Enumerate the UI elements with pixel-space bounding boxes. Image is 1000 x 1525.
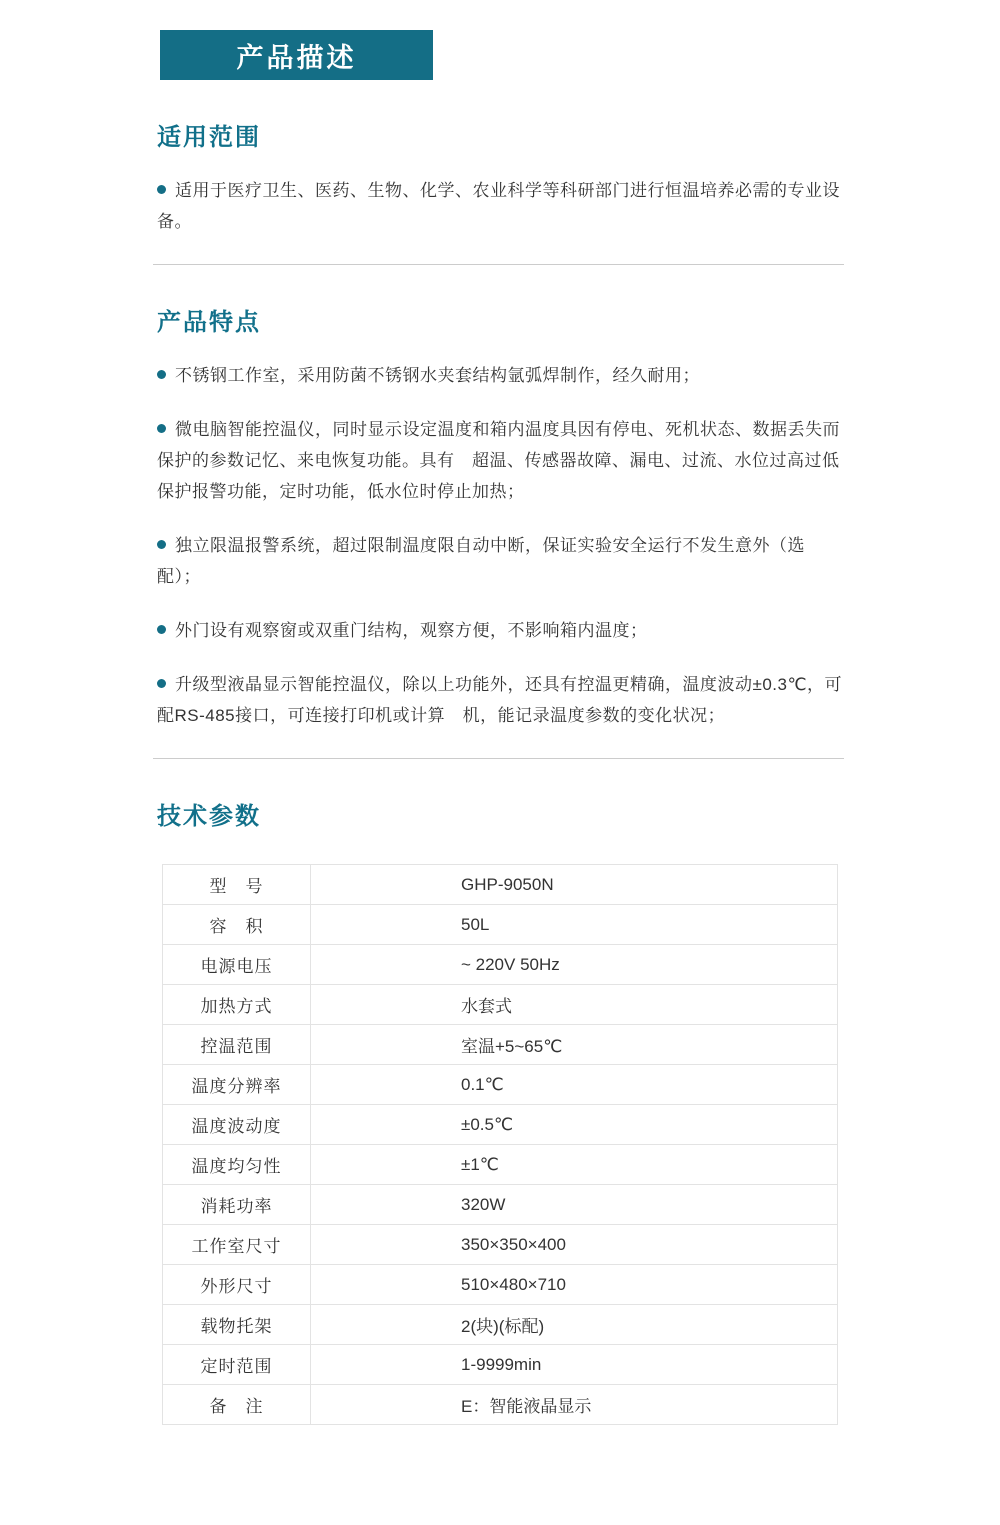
feature-bullet: [157, 530, 845, 592]
spec-value: ±0.5℃: [311, 1105, 838, 1145]
spec-label: 容 积: [163, 905, 311, 945]
spec-row-capacity: [163, 905, 838, 945]
feature-bullet-text: 升级型液晶显示智能控温仪，除以上功能外，还具有控温更精确，温度波动±0.3℃，可配RS-485接口，可连接打印机或计算 机，能记录温度参数的变化状况；: [157, 675, 843, 725]
spec-label: 温度波动度: [163, 1105, 311, 1145]
scope-bullet-text: 适用于医疗卫生、医药、生物、化学、农业科学等科研部门进行恒温培养必需的专业设备。: [157, 181, 840, 231]
spec-value: GHP-9050N: [311, 865, 838, 905]
spec-label: 加热方式: [163, 985, 311, 1025]
spec-row-temp-range: [163, 1025, 838, 1065]
features-section-title: 产品特点: [157, 309, 261, 336]
feature-bullet: [157, 615, 845, 646]
spec-row-power: [163, 1185, 838, 1225]
spec-row-temp-resolution: [163, 1065, 838, 1105]
banner-title: 产品描述: [236, 42, 357, 73]
feature-bullet-text: 微电脑智能控温仪，同时显示设定温度和箱内温度具因有停电、死机状态、数据丢失而保护的参数记忆、来电恢复功能。具有 超温、传感器故障、漏电、过流、水位过高过低保护报警功能，定时功能，低水位时停止加热；: [157, 420, 840, 501]
spec-value: 320W: [311, 1185, 838, 1225]
feature-bullet-text: 不锈钢工作室，采用防菌不锈钢水夹套结构氩弧焊制作，经久耐用；: [175, 366, 700, 385]
spec-value: ±1℃: [311, 1145, 838, 1185]
feature-bullet: [157, 669, 845, 731]
spec-label: 外形尺寸: [163, 1265, 311, 1305]
spec-value: E：智能液晶显示: [311, 1385, 838, 1425]
spec-value: 510×480×710: [311, 1265, 838, 1305]
spec-value: 室温+5~65℃: [311, 1025, 838, 1065]
spec-label: 电源电压: [163, 945, 311, 985]
feature-bullet-text: 独立限温报警系统，超过限制温度限自动中断，保证实验安全运行不发生意外（选配）；: [157, 536, 805, 586]
spec-row-temp-uniformity: [163, 1145, 838, 1185]
spec-value: 2(块)(标配): [311, 1305, 838, 1345]
spec-value: 水套式: [311, 985, 838, 1025]
spec-row-model: [163, 865, 838, 905]
spec-label: 备 注: [163, 1385, 311, 1425]
scope-section-title: 适用范围: [157, 124, 261, 151]
section-divider: [153, 758, 844, 759]
bullet-dot-icon: [157, 540, 166, 549]
spec-row-outer-size: [163, 1265, 838, 1305]
bullet-dot-icon: [157, 370, 166, 379]
spec-label: 温度均匀性: [163, 1145, 311, 1185]
spec-label: 定时范围: [163, 1345, 311, 1385]
spec-label: 型 号: [163, 865, 311, 905]
spec-label: 载物托架: [163, 1305, 311, 1345]
bullet-dot-icon: [157, 185, 166, 194]
spec-row-remark: [163, 1385, 838, 1425]
spec-row-timer-range: [163, 1345, 838, 1385]
spec-value: 0.1℃: [311, 1065, 838, 1105]
spec-value: 350×350×400: [311, 1225, 838, 1265]
spec-label: 消耗功率: [163, 1185, 311, 1225]
spec-value: 1-9999min: [311, 1345, 838, 1385]
feature-bullet: [157, 414, 845, 507]
spec-value: ~ 220V 50Hz: [311, 945, 838, 985]
bullet-dot-icon: [157, 679, 166, 688]
spec-row-chamber-size: [163, 1225, 838, 1265]
spec-row-voltage: [163, 945, 838, 985]
feature-bullet-text: 外门设有观察窗或双重门结构，观察方便，不影响箱内温度；: [175, 621, 648, 640]
banner-product-description: [160, 30, 433, 80]
spec-row-shelves: [163, 1305, 838, 1345]
section-divider: [153, 264, 844, 265]
bullet-dot-icon: [157, 625, 166, 634]
spec-label: 工作室尺寸: [163, 1225, 311, 1265]
spec-value: 50L: [311, 905, 838, 945]
bullet-dot-icon: [157, 424, 166, 433]
feature-bullet: [157, 360, 845, 391]
scope-bullet: [157, 175, 845, 237]
spec-row-temp-fluctuation: [163, 1105, 838, 1145]
spec-label: 控温范围: [163, 1025, 311, 1065]
spec-label: 温度分辨率: [163, 1065, 311, 1105]
spec-row-heating-method: [163, 985, 838, 1025]
spec-table: [162, 864, 838, 1425]
specs-section-title: 技术参数: [157, 803, 261, 830]
